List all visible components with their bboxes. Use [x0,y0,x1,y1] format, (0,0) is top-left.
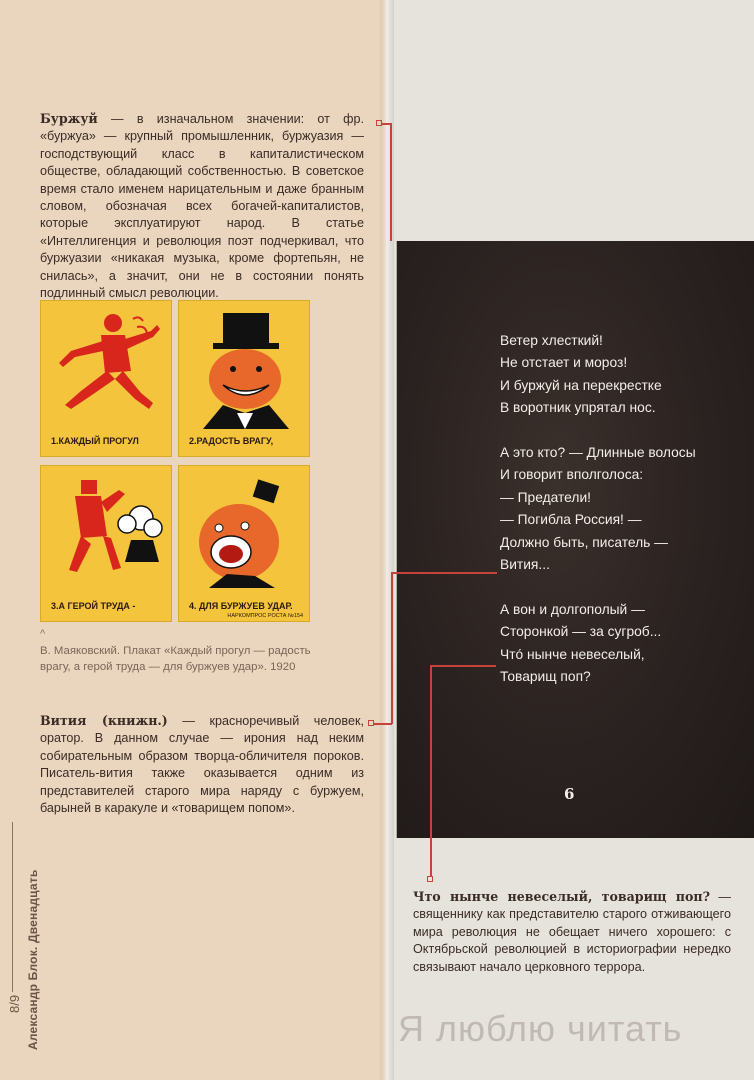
poem-line: И буржуй на перекрестке [500,377,662,393]
page-fold [380,0,394,1080]
poem-stanza-3 [500,599,696,689]
page-numbers: 8/9 [7,994,22,1013]
poem-line: Товарищ поп? [500,669,591,685]
caption-caret: ^ [40,628,46,640]
poem-line: Не отстает и мороз! [500,355,628,371]
connector-line [374,723,392,725]
connector-line [391,572,497,574]
term-vitiya: Вития (книжн.) [40,713,168,728]
running-man-illustration [41,301,173,458]
spine-title: Александр Блок. Двенадцать [26,869,40,1050]
poem-line: — Предатели! [500,489,591,505]
term-burzhuy: Буржуй [40,111,98,126]
poster-panel-4-caption: 4. ДЛЯ БУРЖУЕВ УДАР. [189,601,293,611]
poster-panel-3 [40,465,172,622]
poster-small-print: НАРКОМПРОС РОСТА №154 [227,613,303,619]
poster-caption: В. Маяковский. Плакат «Каждый прогул — радость врагу, а герой труда — для буржуев удар». 1920 [40,645,311,673]
connector-line [391,572,393,724]
definition-pop-text: — священнику как представителю старого отживающего мира революция не обещает ничего хорошего: с Октябрьской революцией в историографии нередко связывают начало церковного террора. [413,890,731,974]
poem-line: А это кто? — Длинные волосы [500,445,696,461]
poster-panel-2-caption: 2.РАДОСТЬ ВРАГУ, [189,436,274,446]
poem-stanza-1 [500,330,696,420]
poster-panel-2 [178,300,310,457]
connector-line [430,665,496,667]
poem-line: Сторонкой — за сугроб... [500,624,662,640]
connector-line [390,123,392,241]
bourgeois-face-illustration [179,301,311,458]
poem-line: Ветер хлесткий! [500,333,603,348]
site-watermark: Я люблю читать [398,1008,683,1049]
bourgeois-hit-illustration [179,466,311,623]
connector-marker-pop [427,876,433,882]
definition-vitiya-text: — красноречивый человек, оратор. В данном случае — ирония над неким собирательным образом творца-обличителя пороков. Писатель-вития также оказывается одним из представителей старого мира наряду с буржуем, барыней в каракуле и «товарищем попом». [40,714,364,816]
poster-panel-3-caption: 3.А ГЕРОЙ ТРУДА - [51,601,136,611]
poem-line: В воротник упрятал нос. [500,400,656,416]
connector-line [430,665,432,877]
spine-divider [12,822,13,992]
poster-panel-1 [40,300,172,457]
term-pop: Что нынче невеселый, товарищ поп? [413,889,711,904]
poem-line: Чтó нынче невеселый, [500,646,645,662]
definition-burzhuy [40,110,364,302]
poem-line: Вития... [500,557,550,573]
poem-page-number: 6 [564,785,575,803]
poem-text [500,330,696,711]
poster-panel-1-caption: 1.КАЖДЫЙ ПРОГУЛ [51,436,139,446]
poster-panel-4 [178,465,310,622]
poem-line: И говорит вполголоса: [500,467,644,483]
definition-vitiya [40,712,364,817]
definition-burzhuy-text: — в изначальном значении: от фр. «буржуа» — крупный промышленник, буржуазия — господствующий класс в капиталистическом обществе, обладающий собственностью. В советское время стало именем нарицательным и даже бранным словом, обозначая всех богачей-капиталистов, которые эксплуатируют народ. В статье «Интеллигенция и революция поэт подчеркивал, что буржуазии «никакая музыка, кроме фортепьян, не снилась», а значит, они не в состоянии понять подлинный смысл революции. [40,112,364,301]
poem-line: Должно быть, писатель — [500,534,668,550]
mayakovsky-poster [40,300,310,622]
worker-hammer-illustration [41,466,173,623]
definition-pop [413,888,731,976]
poem-line: А вон и долгополый — [500,601,645,617]
poem-line: — Погибла Россия! — [500,512,642,528]
poem-stanza-2 [500,442,696,576]
